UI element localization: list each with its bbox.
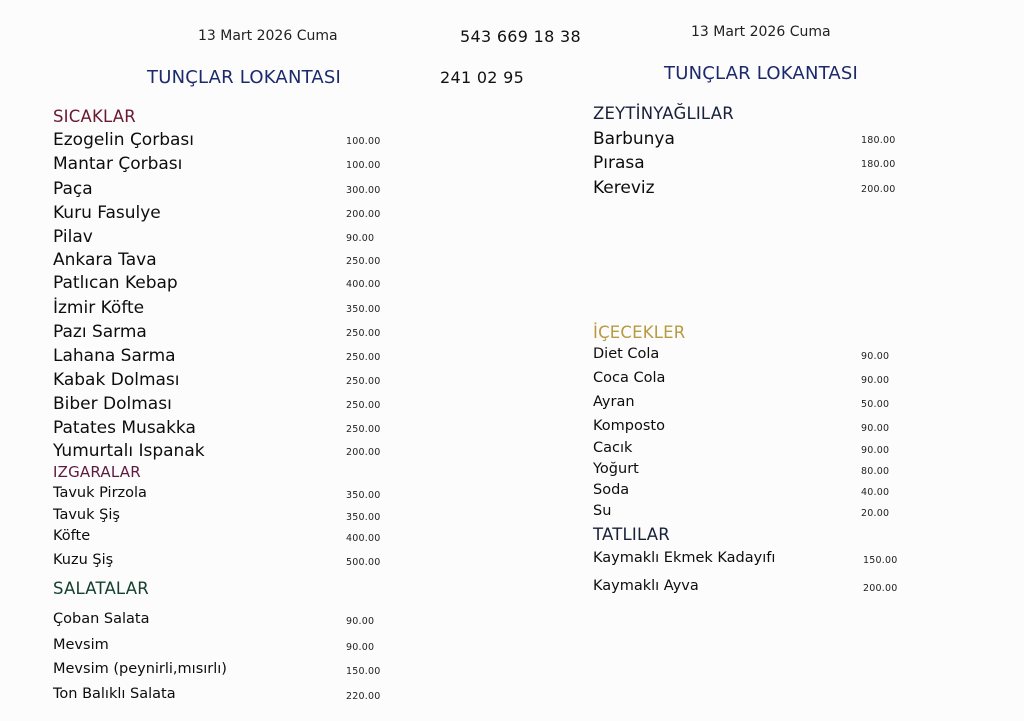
menu-item-price: 250.00 (346, 256, 381, 267)
left-date: 13 Mart 2026 Cuma (198, 28, 338, 44)
menu-item-name: Yoğurt (593, 461, 639, 477)
menu-item-price: 90.00 (346, 616, 375, 627)
menu-item-price: 180.00 (861, 135, 896, 146)
menu-item-name: Ezogelin Çorbası (53, 130, 194, 150)
menu-item-price: 90.00 (861, 445, 890, 456)
menu-item-name: Ton Balıklı Salata (53, 686, 176, 702)
menu-item-price: 50.00 (861, 399, 890, 410)
menu-item-price: 90.00 (346, 233, 375, 244)
menu-item-price: 80.00 (861, 466, 890, 477)
menu-item-name: Ayran (593, 394, 635, 410)
menu-item-price: 220.00 (346, 691, 381, 702)
menu-item-name: Kaymaklı Ekmek Kadayıfı (593, 550, 776, 566)
menu-item-name: Diet Cola (593, 346, 660, 362)
section-title-tatlilar: TATLILAR (593, 525, 670, 544)
menu-item-price: 200.00 (346, 209, 381, 220)
menu-item-price: 200.00 (861, 184, 896, 195)
menu-item-name: Cacık (593, 440, 633, 456)
menu-item-price: 250.00 (346, 424, 381, 435)
menu-item-price: 350.00 (346, 490, 381, 501)
menu-item-name: Ankara Tava (53, 250, 157, 270)
menu-item-name: Pilav (53, 227, 93, 247)
menu-item-price: 20.00 (861, 508, 890, 519)
menu-item-price: 200.00 (346, 447, 381, 458)
menu-item-price: 300.00 (346, 185, 381, 196)
menu-item-price: 150.00 (863, 555, 898, 566)
menu-item-price: 90.00 (861, 423, 890, 434)
menu-item-price: 90.00 (861, 375, 890, 386)
menu-item-name: Mevsim (peynirli,mısırlı) (53, 661, 227, 677)
menu-item-price: 100.00 (346, 136, 381, 147)
menu-item-name: Kabak Dolması (53, 370, 180, 390)
section-title-salatalar: SALATALAR (53, 579, 149, 598)
menu-item-price: 250.00 (346, 328, 381, 339)
menu-item-name: Kuru Fasulye (53, 203, 161, 223)
menu-item-name: Barbunya (593, 129, 675, 149)
menu-item-name: Coca Cola (593, 370, 666, 386)
menu-item-name: Çoban Salata (53, 611, 150, 627)
section-title-zeytinyaglilar: ZEYTİNYAĞLILAR (593, 104, 734, 123)
menu-item-name: Paça (53, 179, 93, 199)
menu-item-name: Mantar Çorbası (53, 154, 183, 174)
menu-item-name: İzmir Köfte (53, 298, 145, 318)
menu-item-name: Tavuk Şiş (53, 507, 120, 523)
menu-item-name: Biber Dolması (53, 394, 172, 414)
menu-item-price: 350.00 (346, 512, 381, 523)
menu-item-price: 250.00 (346, 352, 381, 363)
phone-number-1: 543 669 18 38 (460, 27, 581, 46)
menu-item-price: 150.00 (346, 666, 381, 677)
menu-item-name: Kereviz (593, 178, 655, 198)
phone-number-2: 241 02 95 (440, 68, 525, 87)
menu-item-price: 90.00 (861, 351, 890, 362)
section-title-izgaralar: IZGARALAR (53, 463, 141, 481)
menu-item-price: 250.00 (346, 376, 381, 387)
menu-item-name: Komposto (593, 418, 665, 434)
menu-item-price: 180.00 (861, 159, 896, 170)
menu-item-price: 200.00 (863, 583, 898, 594)
left-restaurant-title: TUNÇLAR LOKANTASI (147, 67, 342, 88)
menu-item-name: Kuzu Şiş (53, 552, 114, 568)
menu-item-name: Köfte (53, 528, 91, 544)
menu-item-name: Patlıcan Kebap (53, 273, 178, 293)
menu-item-price: 400.00 (346, 533, 381, 544)
menu-item-name: Pırasa (593, 153, 645, 173)
menu-item-price: 250.00 (346, 400, 381, 411)
menu-item-name: Yumurtalı Ispanak (53, 441, 205, 461)
menu-item-price: 100.00 (346, 160, 381, 171)
menu-item-name: Soda (593, 482, 630, 498)
section-title-sicaklar: SICAKLAR (53, 107, 136, 126)
menu-item-price: 500.00 (346, 557, 381, 568)
menu-item-price: 400.00 (346, 279, 381, 290)
menu-item-price: 350.00 (346, 304, 381, 315)
menu-item-price: 40.00 (861, 487, 890, 498)
menu-item-name: Pazı Sarma (53, 322, 147, 342)
right-date: 13 Mart 2026 Cuma (691, 24, 831, 40)
menu-item-name: Su (593, 503, 612, 519)
right-restaurant-title: TUNÇLAR LOKANTASI (664, 63, 859, 84)
section-title-icecekler: İÇECEKLER (593, 323, 686, 342)
menu-item-name: Lahana Sarma (53, 346, 176, 366)
menu-item-name: Patates Musakka (53, 418, 196, 438)
menu-item-price: 90.00 (346, 642, 375, 653)
menu-item-name: Mevsim (53, 637, 109, 653)
menu-item-name: Kaymaklı Ayva (593, 578, 699, 594)
menu-item-name: Tavuk Pirzola (53, 485, 147, 501)
